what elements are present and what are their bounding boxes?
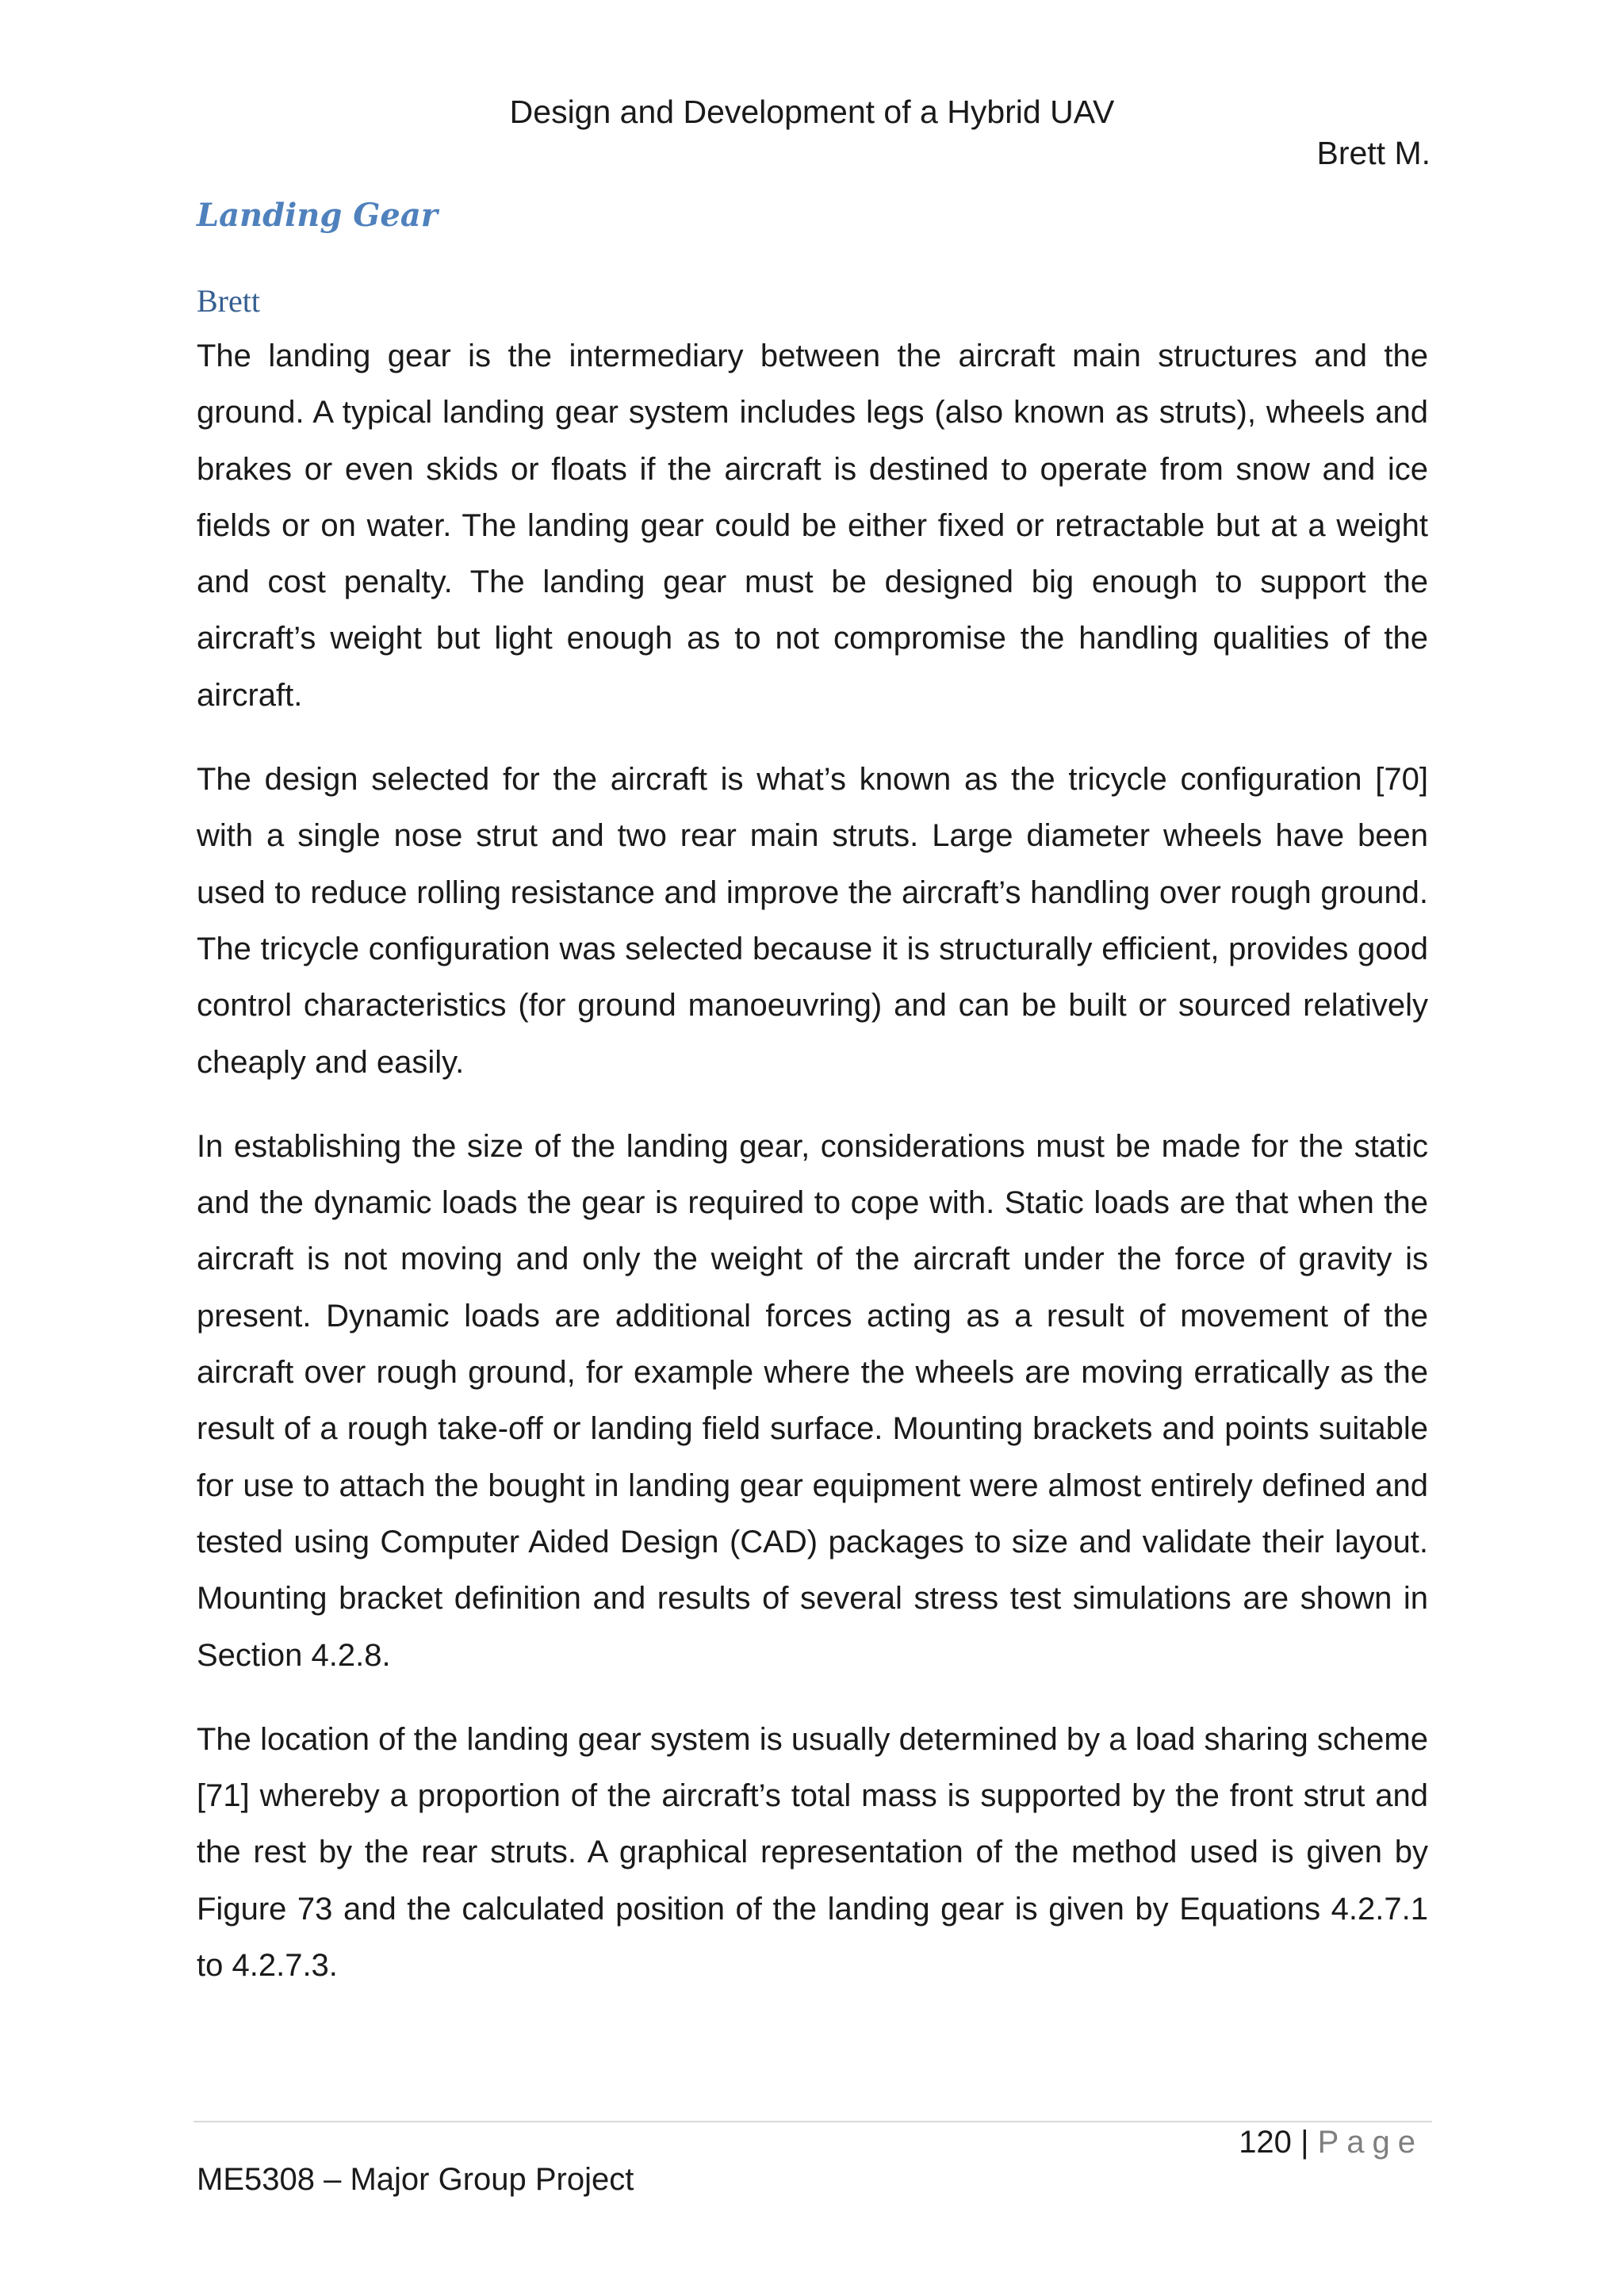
page-number-separator: | — [1300, 2125, 1309, 2160]
body-text — [197, 328, 1428, 2022]
section-heading: Landing Gear — [197, 197, 438, 234]
page-number — [1239, 2125, 1423, 2160]
section-subheading: Brett — [197, 283, 260, 319]
page-number-value: 120 — [1239, 2125, 1292, 2160]
page-label: Page — [1317, 2125, 1423, 2160]
paragraph: The location of the landing gear system is usually determined by a load sharing scheme [71] whereby a proportion of the aircraft’s total mass is supported by the front strut and the rest by the rear struts. A graphical representation of the method used is given by Figure 73 and the calculated position of the landing gear is given by Equations 4.2.7.1 to 4.2.7.3. — [197, 1721, 1428, 1984]
author-name: Brett M. — [1316, 135, 1431, 171]
course-footer: ME5308 – Major Group Project — [197, 2162, 634, 2197]
paragraph: The design selected for the aircraft is what’s known as the tricycle configuration [70] with a single nose strut and two rear main struts. Large diameter wheels have been used to reduce rolling resistance and improve the aircraft’s handling over rough ground. The tricycle configuration was selected because it is structurally efficient, provides good control characteristics (for ground manoeuvring) and can be built or sourced relatively cheaply and easily. — [197, 762, 1428, 1080]
paragraph: In establishing the size of the landing gear, considerations must be made for the static and the dynamic loads the gear is required to cope with. Static loads are that when the aircraft is not moving and only the weight of the aircraft under the force of gravity is present. Dynamic loads are additional forces acting as a result of movement of the aircraft over rough ground, for example where the wheels are moving erratically as the result of a rough take-off or landing field surface. Mounting brackets and points suitable for use to attach the bought in landing gear equipment were almost entirely defined and tested using Computer Aided Design (CAD) packages to size and validate their layout. Mounting bracket definition and results of several stress test simulations are shown in Section 4.2.8. — [197, 1128, 1428, 1673]
document-title: Design and Development of a Hybrid UAV — [509, 94, 1115, 130]
paragraph: The landing gear is the intermediary between the aircraft main structures and the ground. A typical landing gear system includes legs (also known as struts), wheels and brakes or even skids or floats if the aircraft is destined to operate from snow and ice fields or on water. The landing gear could be either fixed or retractable but at a weight and cost penalty. The landing gear must be designed big enough to support the aircraft’s weight but light enough as to not compromise the handling qualities of the aircraft. — [197, 339, 1428, 713]
footer-divider — [193, 2121, 1432, 2122]
